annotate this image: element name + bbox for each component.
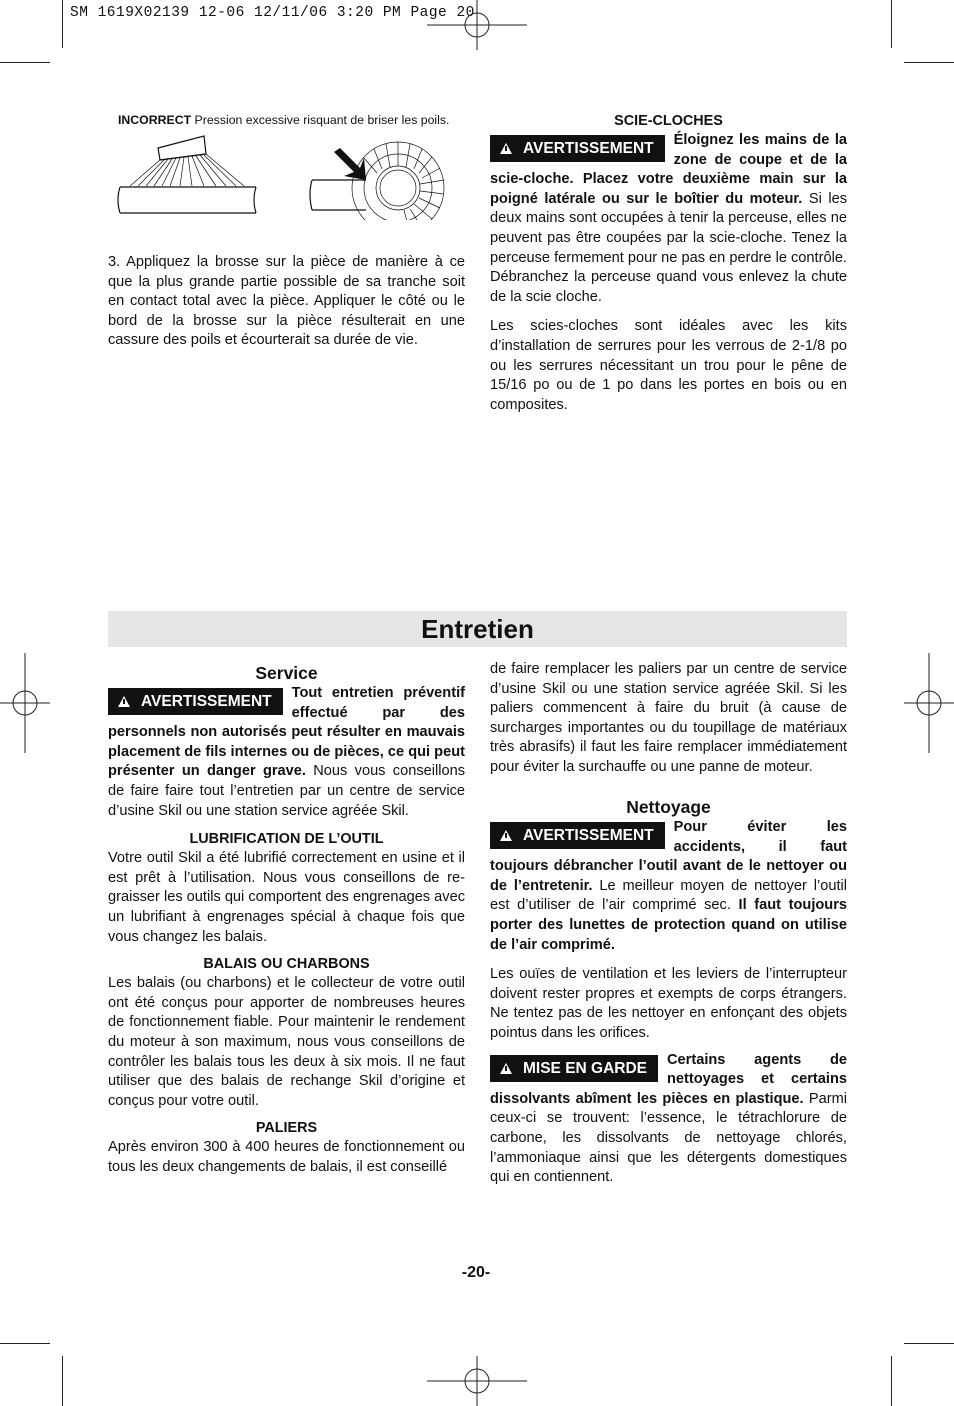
warning-icon	[118, 696, 130, 707]
warning-text: Le meilleur moyen de nettoyer l’outil est d’utiliser de l’air comprimé sec.	[490, 877, 847, 914]
paliers-paragraph-end: de faire remplacer les paliers par un centre de service d’usine Skil ou une station service agréée Skil. Si les paliers commencent à faire du bruit (à cause de surcharges importantes ou du toupillage de matériaux très abrasifs) il faut les faire remplacer immédiatement pour éviter la surchauffe ou une panne de moteur.	[490, 661, 847, 775]
section-banner: Entretien	[108, 611, 847, 647]
paliers-continued-section	[490, 660, 847, 778]
caution-text: Parmi ceux-ci se trouvent: l’essence, le tétrachlorure de carbone, les dissolvants de nettoyage chlorés, l’ammoniaque ainsi que les détergents domestiques qui en contiennent.	[490, 1090, 847, 1186]
warning-icon	[500, 830, 512, 841]
nettoyage-paragraph: Les ouïes de ventilation et les leviers de l’interrupteur doivent rester propres et exempts de corps étrangers. Ne tentez pas de les nettoyer en enfonçant des objets pointus dans les orifices.	[490, 966, 847, 1041]
warning-text: Nous vous conseillons de faire faire tout l’entretien par un centre de service d’usine Skil ou une station service agréée Skil.	[108, 763, 465, 819]
caution-bold-text: Certains agents de nettoyages et certains dissolvants abîment les pièces en plastique.	[490, 1051, 847, 1107]
warning-badge	[490, 822, 665, 849]
step-3-text	[108, 253, 465, 351]
warning-badge	[108, 688, 283, 715]
warning-bold-text: Pour éviter les accidents, il faut toujours débrancher l’outil avant de le nettoyer ou de l’entretenir.	[490, 819, 847, 894]
warning-label: AVERTISSEMENT	[523, 140, 654, 157]
scie-cloches-paragraph: Les scies-cloches sont idéales avec les kits d’installation de serrures pour les verrous de 2-1/8 po ou les serrures nécessitant un trou pour le pêne de 15/16 po ou de 1 po dans les portes en bois ou en composites.	[490, 318, 847, 413]
figure-caption	[118, 113, 449, 127]
warning-bold-text-2: Il faut toujours porter des lunettes de protection quand on utilise de l’air comprimé.	[490, 897, 847, 953]
caution-badge	[490, 1055, 658, 1082]
warning-label: AVERTISSEMENT	[523, 827, 654, 844]
paliers-heading: PALIERS	[255, 1120, 318, 1137]
warning-badge	[490, 135, 665, 162]
caption-text: Pression excessive risquant de briser les poils.	[194, 113, 450, 127]
warning-label: AVERTISSEMENT	[141, 693, 272, 710]
warning-bold-text: Tout entretien préventif effectué par des personnels non autorisés peut résulter en mauvais placement de fils internes ou de pièces, ce qui peut présenter un danger grave.	[108, 685, 465, 780]
warning-text: Si les deux mains sont occupées à tenir la perceuse, elles ne peuvent pas être coupées par la scie-cloche. Tenez la perceuse fermement pour ne pas en perdre le contrôle. Débranchez la perceuse quand vous enlevez la chute de la scie cloche.	[490, 190, 847, 305]
brush-illustration	[108, 130, 468, 220]
warning-bold-text: Éloignez les mains de la zone de coupe et de la scie-cloche. Placez votre deuxième main sur la poigné latérale ou sur le boîtier du moteur.	[490, 132, 847, 207]
service-heading: Service	[255, 663, 318, 683]
balais-heading: BALAIS OU CHARBONS	[203, 956, 370, 973]
warning-icon	[500, 143, 512, 154]
service-section	[108, 662, 465, 1177]
nettoyage-heading: Nettoyage	[626, 797, 711, 817]
caption-label: INCORRECT	[118, 113, 192, 127]
lubrification-heading: LUBRIFICATION DE L’OUTIL	[189, 831, 384, 848]
step-3-paragraph: 3. Appliquez la brosse sur la pièce de manière à ce que la plus grande partie possible de sa tranche soit en contact total avec la pièce. Appliquer le côté ou le bord de la brosse sur la pièce résulterait en une cassure des poils et écourterait sa durée de vie.	[108, 254, 465, 349]
scie-cloches-heading: SCIE-CLOCHES	[614, 113, 723, 129]
scie-cloches-section	[490, 112, 847, 415]
printer-slug: SM 1619X02139 12-06 12/11/06 3:20 PM Page 20	[70, 5, 475, 21]
paliers-paragraph-start: Après environ 300 à 400 heures de fonctionnement ou tous les deux changements de balais, il est conseillé	[108, 1139, 465, 1175]
warning-icon	[500, 1063, 512, 1074]
caution-label: MISE EN GARDE	[523, 1059, 648, 1077]
page-number: -20-	[461, 1264, 491, 1281]
lubrification-paragraph: Votre outil Skil a été lubrifié correctement en usine et il est prêt à l’utilisation. Nous vous conseillons de re-graisser les outils qui comportent des engrenages avec un lubrifiant à engrenages spécial à chaque fois que vous changez les balais.	[108, 850, 465, 945]
nettoyage-section	[490, 796, 847, 1188]
balais-paragraph: Les balais (ou charbons) et le collecteur de votre outil ont été conçus pour apporter de nombreuses heures de fonctionnement fiable. Pour maintenir le rendement du moteur à son maximum, nous vous conseillons de contrôler les balais tous les deux à six mois. Il ne faut utiliser que des balais de rechange Skil d’origine et conçus pour votre outil.	[108, 975, 465, 1109]
